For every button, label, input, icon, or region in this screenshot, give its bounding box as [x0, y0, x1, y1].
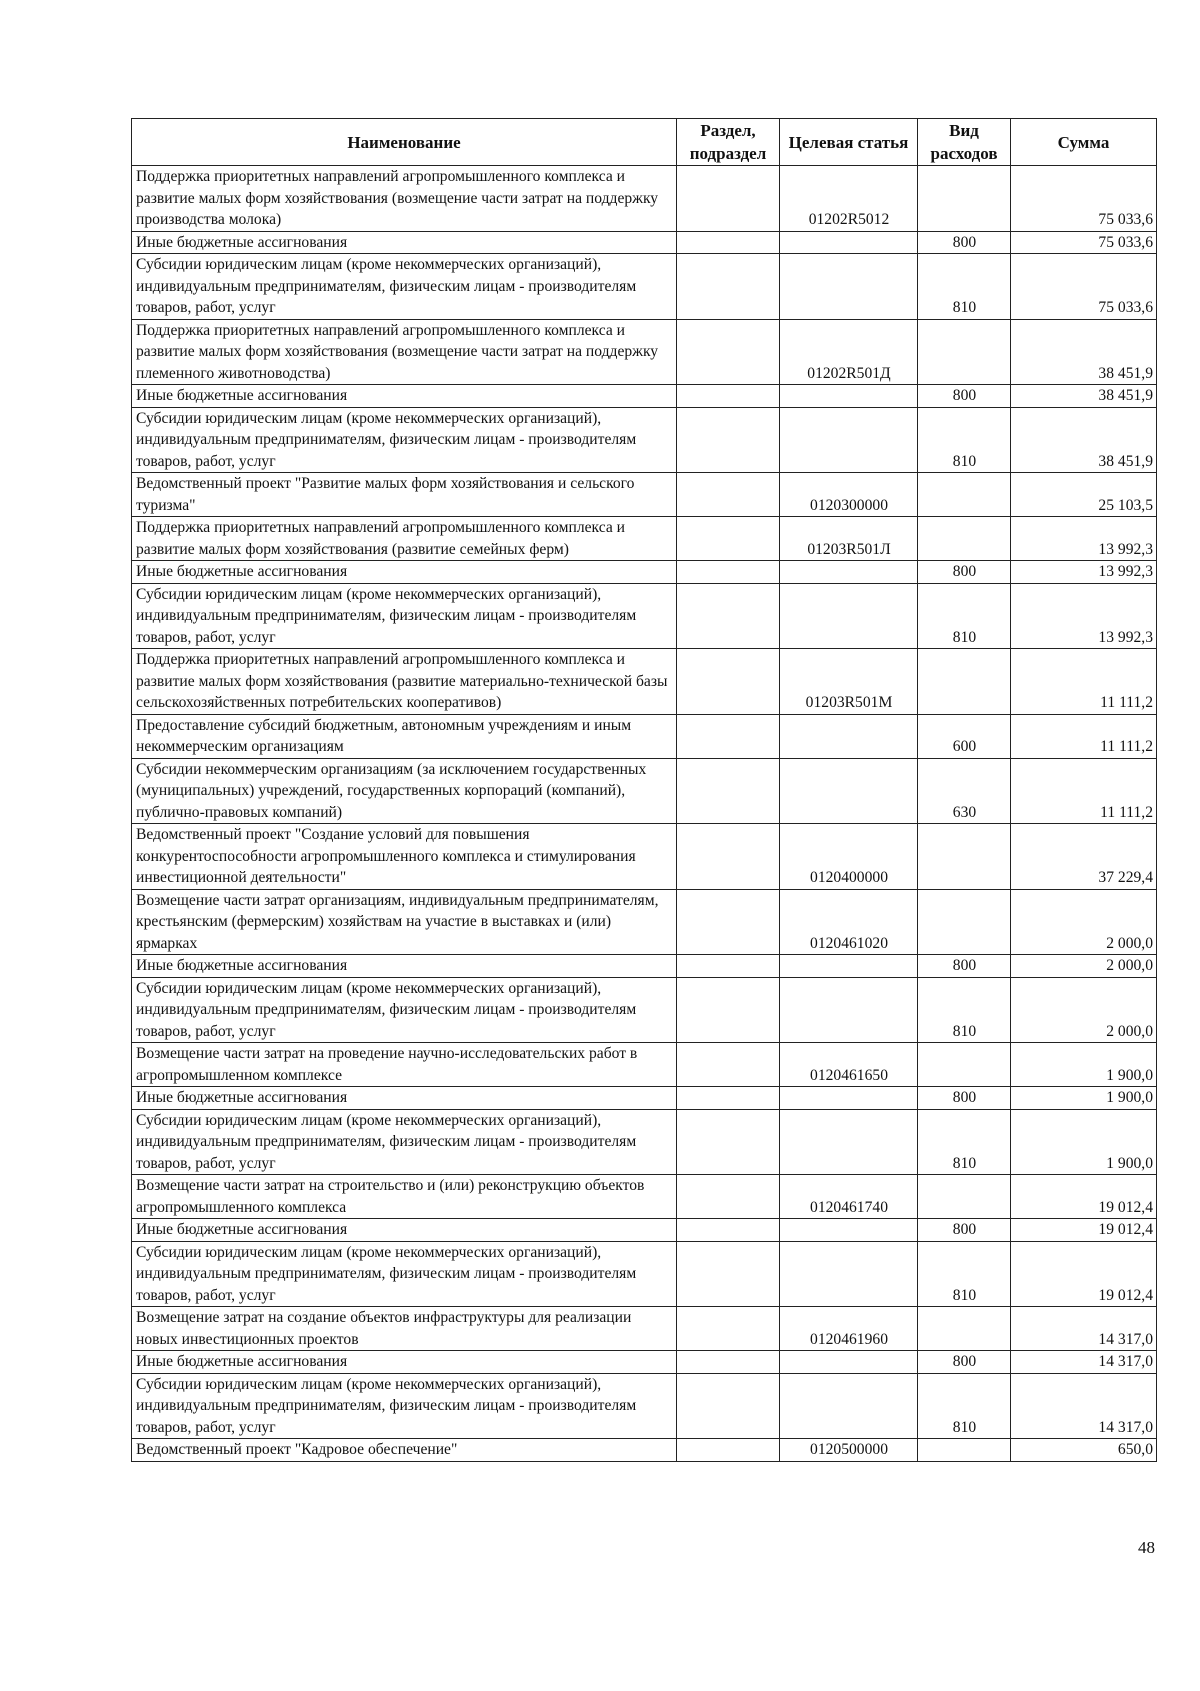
cell-target	[780, 714, 918, 758]
cell-kind: 810	[918, 1373, 1011, 1439]
cell-sum: 19 012,4	[1011, 1241, 1157, 1307]
cell-kind: 810	[918, 977, 1011, 1043]
cell-section	[677, 1351, 780, 1374]
cell-kind: 630	[918, 758, 1011, 824]
cell-section	[677, 1175, 780, 1219]
cell-target: 01203R501Л	[780, 517, 918, 561]
cell-target	[780, 1241, 918, 1307]
cell-section	[677, 561, 780, 584]
cell-sum: 14 317,0	[1011, 1351, 1157, 1374]
cell-sum: 75 033,6	[1011, 254, 1157, 320]
cell-kind: 800	[918, 1087, 1011, 1110]
cell-sum: 13 992,3	[1011, 561, 1157, 584]
cell-target	[780, 1109, 918, 1175]
cell-sum: 11 111,2	[1011, 758, 1157, 824]
cell-sum: 37 229,4	[1011, 824, 1157, 890]
cell-target	[780, 1087, 918, 1110]
cell-name: Ведомственный проект "Создание условий для повышения конкурентоспособности агропромышленного комплекса и стимулирования инвестиционной деятельности"	[132, 824, 677, 890]
cell-sum: 2 000,0	[1011, 889, 1157, 955]
cell-name: Субсидии юридическим лицам (кроме некоммерческих организаций), индивидуальным предпринимателям, физическим лицам - производителям товаров, работ, услуг	[132, 583, 677, 649]
cell-sum: 1 900,0	[1011, 1087, 1157, 1110]
table-row	[132, 319, 1157, 385]
cell-target	[780, 955, 918, 978]
page-number: 48	[1138, 1538, 1155, 1557]
cell-sum: 14 317,0	[1011, 1373, 1157, 1439]
cell-name: Возмещение части затрат на строительство и (или) реконструкцию объектов агропромышленного комплекса	[132, 1175, 677, 1219]
cell-name: Иные бюджетные ассигнования	[132, 955, 677, 978]
cell-section	[677, 649, 780, 715]
cell-target	[780, 758, 918, 824]
cell-name: Иные бюджетные ассигнования	[132, 1219, 677, 1242]
cell-name: Ведомственный проект "Кадровое обеспечение"	[132, 1439, 677, 1462]
cell-sum: 19 012,4	[1011, 1175, 1157, 1219]
cell-name: Иные бюджетные ассигнования	[132, 231, 677, 254]
cell-target	[780, 1373, 918, 1439]
cell-kind: 800	[918, 385, 1011, 408]
budget-table-container	[131, 118, 1156, 1462]
cell-name: Поддержка приоритетных направлений агропромышленного комплекса и развитие малых форм хозяйствования (развитие семейных ферм)	[132, 517, 677, 561]
cell-name: Субсидии некоммерческим организациям (за исключением государственных (муниципальных) учреждений, государственных корпораций (компаний), публично-правовых компаний)	[132, 758, 677, 824]
cell-kind	[918, 1175, 1011, 1219]
cell-kind	[918, 319, 1011, 385]
table-row	[132, 473, 1157, 517]
cell-section	[677, 824, 780, 890]
cell-kind: 800	[918, 955, 1011, 978]
cell-kind: 810	[918, 1241, 1011, 1307]
cell-target	[780, 583, 918, 649]
cell-sum: 19 012,4	[1011, 1219, 1157, 1242]
cell-sum: 11 111,2	[1011, 714, 1157, 758]
cell-name: Субсидии юридическим лицам (кроме некоммерческих организаций), индивидуальным предпринимателям, физическим лицам - производителям товаров, работ, услуг	[132, 1109, 677, 1175]
cell-kind	[918, 166, 1011, 232]
table-row	[132, 561, 1157, 584]
cell-kind	[918, 649, 1011, 715]
cell-sum: 1 900,0	[1011, 1043, 1157, 1087]
cell-kind	[918, 824, 1011, 890]
header-target: Целевая статья	[780, 119, 918, 166]
cell-kind	[918, 473, 1011, 517]
cell-kind: 810	[918, 407, 1011, 473]
cell-name: Возмещение части затрат организациям, индивидуальным предпринимателям, крестьянским (фермерским) хозяйствам на участие в выставках и (или) ярмарках	[132, 889, 677, 955]
cell-name: Иные бюджетные ассигнования	[132, 561, 677, 584]
cell-target: 01202R5012	[780, 166, 918, 232]
table-row	[132, 583, 1157, 649]
cell-target	[780, 385, 918, 408]
cell-sum: 75 033,6	[1011, 166, 1157, 232]
cell-name: Иные бюджетные ассигнования	[132, 385, 677, 408]
cell-target: 0120461960	[780, 1307, 918, 1351]
table-row	[132, 1439, 1157, 1462]
cell-section	[677, 166, 780, 232]
cell-name: Возмещение части затрат на проведение научно-исследовательских работ в агропромышленном комплексе	[132, 1043, 677, 1087]
cell-section	[677, 1439, 780, 1462]
table-row	[132, 1307, 1157, 1351]
table-row	[132, 1109, 1157, 1175]
cell-section	[677, 319, 780, 385]
cell-kind: 800	[918, 561, 1011, 584]
table-row	[132, 1175, 1157, 1219]
cell-kind	[918, 1307, 1011, 1351]
cell-kind: 810	[918, 1109, 1011, 1175]
cell-name: Поддержка приоритетных направлений агропромышленного комплекса и развитие малых форм хозяйствования (возмещение части затрат на поддержку производства молока)	[132, 166, 677, 232]
cell-target: 01203R501М	[780, 649, 918, 715]
cell-sum: 14 317,0	[1011, 1307, 1157, 1351]
table-row	[132, 824, 1157, 890]
cell-sum: 13 992,3	[1011, 583, 1157, 649]
cell-target: 0120300000	[780, 473, 918, 517]
cell-name: Субсидии юридическим лицам (кроме некоммерческих организаций), индивидуальным предпринимателям, физическим лицам - производителям товаров, работ, услуг	[132, 407, 677, 473]
cell-section	[677, 1109, 780, 1175]
cell-name: Субсидии юридическим лицам (кроме некоммерческих организаций), индивидуальным предпринимателям, физическим лицам - производителям товаров, работ, услуг	[132, 1241, 677, 1307]
cell-name: Предоставление субсидий бюджетным, автономным учреждениям и иным некоммерческим организациям	[132, 714, 677, 758]
table-row	[132, 254, 1157, 320]
table-row	[132, 977, 1157, 1043]
cell-kind	[918, 889, 1011, 955]
cell-kind: 600	[918, 714, 1011, 758]
cell-kind: 800	[918, 1219, 1011, 1242]
cell-target	[780, 254, 918, 320]
cell-section	[677, 254, 780, 320]
cell-kind	[918, 1439, 1011, 1462]
cell-kind	[918, 517, 1011, 561]
cell-section	[677, 889, 780, 955]
cell-target: 0120461020	[780, 889, 918, 955]
cell-section	[677, 714, 780, 758]
cell-target: 0120400000	[780, 824, 918, 890]
table-header	[132, 119, 1157, 166]
cell-target	[780, 1351, 918, 1374]
cell-name: Субсидии юридическим лицам (кроме некоммерческих организаций), индивидуальным предпринимателям, физическим лицам - производителям товаров, работ, услуг	[132, 254, 677, 320]
cell-kind: 800	[918, 1351, 1011, 1374]
cell-sum: 11 111,2	[1011, 649, 1157, 715]
cell-sum: 2 000,0	[1011, 977, 1157, 1043]
cell-sum: 75 033,6	[1011, 231, 1157, 254]
cell-target	[780, 407, 918, 473]
header-sum: Сумма	[1011, 119, 1157, 166]
cell-section	[677, 231, 780, 254]
table-row	[132, 1087, 1157, 1110]
cell-target	[780, 561, 918, 584]
cell-name: Ведомственный проект "Развитие малых форм хозяйствования и сельского туризма"	[132, 473, 677, 517]
table-row	[132, 166, 1157, 232]
table-row	[132, 1219, 1157, 1242]
cell-kind: 810	[918, 254, 1011, 320]
table-row	[132, 1043, 1157, 1087]
budget-table	[131, 118, 1157, 1462]
header-row	[132, 119, 1157, 166]
cell-kind: 800	[918, 231, 1011, 254]
table-body	[132, 166, 1157, 1462]
cell-target	[780, 231, 918, 254]
cell-name: Поддержка приоритетных направлений агропромышленного комплекса и развитие малых форм хозяйствования (возмещение части затрат на поддержку племенного животноводства)	[132, 319, 677, 385]
cell-sum: 38 451,9	[1011, 385, 1157, 408]
cell-name: Возмещение затрат на создание объектов инфраструктуры для реализации новых инвестиционных проектов	[132, 1307, 677, 1351]
cell-section	[677, 977, 780, 1043]
cell-sum: 13 992,3	[1011, 517, 1157, 561]
cell-section	[677, 1373, 780, 1439]
cell-target	[780, 977, 918, 1043]
cell-sum: 25 103,5	[1011, 473, 1157, 517]
cell-target: 0120500000	[780, 1439, 918, 1462]
cell-sum: 38 451,9	[1011, 319, 1157, 385]
cell-section	[677, 1043, 780, 1087]
cell-target: 01202R501Д	[780, 319, 918, 385]
cell-section	[677, 1307, 780, 1351]
table-row	[132, 955, 1157, 978]
table-row	[132, 889, 1157, 955]
cell-kind	[918, 1043, 1011, 1087]
header-section: Раздел, подраздел	[677, 119, 780, 166]
cell-name: Иные бюджетные ассигнования	[132, 1087, 677, 1110]
cell-name: Иные бюджетные ассигнования	[132, 1351, 677, 1374]
cell-section	[677, 1087, 780, 1110]
cell-sum: 650,0	[1011, 1439, 1157, 1462]
cell-section	[677, 407, 780, 473]
table-row	[132, 407, 1157, 473]
cell-section	[677, 758, 780, 824]
header-name: Наименование	[132, 119, 677, 166]
cell-section	[677, 517, 780, 561]
table-row	[132, 649, 1157, 715]
table-row	[132, 517, 1157, 561]
cell-section	[677, 1219, 780, 1242]
cell-kind: 810	[918, 583, 1011, 649]
cell-name: Субсидии юридическим лицам (кроме некоммерческих организаций), индивидуальным предпринимателям, физическим лицам - производителям товаров, работ, услуг	[132, 977, 677, 1043]
table-row	[132, 1241, 1157, 1307]
cell-target: 0120461740	[780, 1175, 918, 1219]
cell-section	[677, 955, 780, 978]
header-kind: Вид расходов	[918, 119, 1011, 166]
cell-section	[677, 473, 780, 517]
cell-section	[677, 583, 780, 649]
table-row	[132, 714, 1157, 758]
table-row	[132, 758, 1157, 824]
cell-target	[780, 1219, 918, 1242]
table-row	[132, 1373, 1157, 1439]
table-row	[132, 1351, 1157, 1374]
cell-section	[677, 385, 780, 408]
cell-sum: 38 451,9	[1011, 407, 1157, 473]
cell-sum: 2 000,0	[1011, 955, 1157, 978]
cell-sum: 1 900,0	[1011, 1109, 1157, 1175]
table-row	[132, 385, 1157, 408]
cell-section	[677, 1241, 780, 1307]
table-row	[132, 231, 1157, 254]
cell-target: 0120461650	[780, 1043, 918, 1087]
cell-name: Субсидии юридическим лицам (кроме некоммерческих организаций), индивидуальным предпринимателям, физическим лицам - производителям товаров, работ, услуг	[132, 1373, 677, 1439]
cell-name: Поддержка приоритетных направлений агропромышленного комплекса и развитие малых форм хозяйствования (развитие материально-технической базы сельскохозяйственных потребительских кооперативов)	[132, 649, 677, 715]
